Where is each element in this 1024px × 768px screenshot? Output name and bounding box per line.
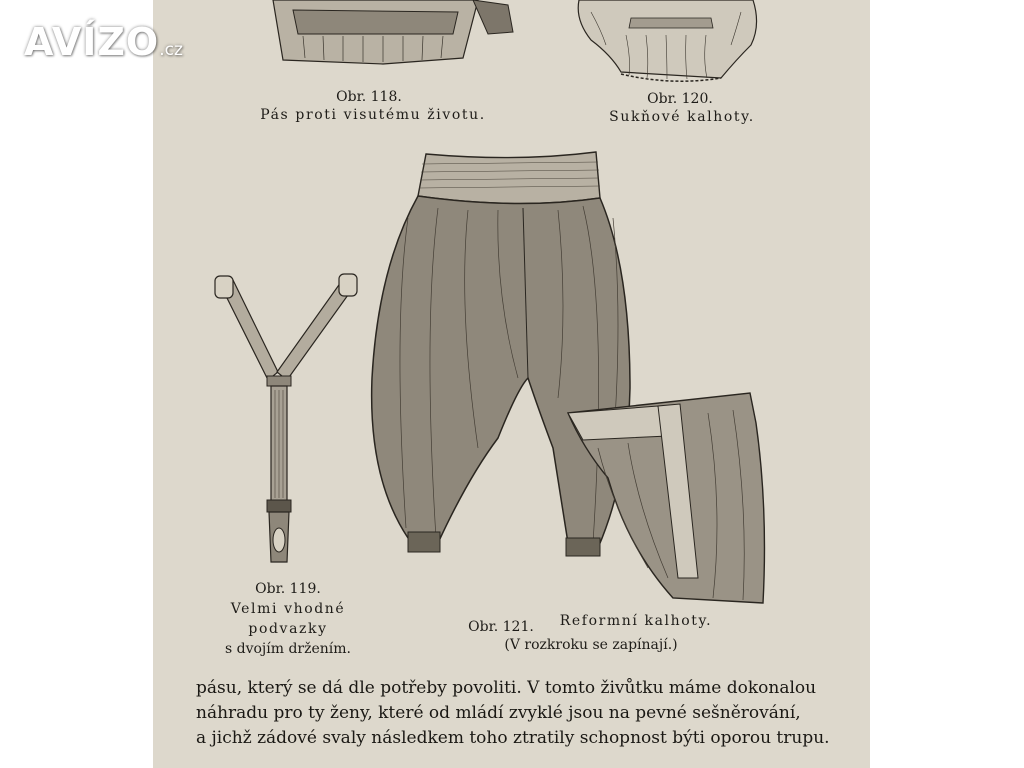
fig121-number: Obr. 121. — [468, 619, 534, 635]
book-page — [153, 0, 870, 768]
fig119-caption-line-1: Velmi vhodné — [230, 601, 346, 617]
body-line-3: a jichž zádové svaly následkem toho ztratily schopnost býti oporou trupu. — [196, 728, 830, 748]
skirt-pants-illustration — [571, 0, 761, 85]
body-line-1: pásu, který se dá dle potřeby povoliti. V tomto živůtku máme dokonalou — [196, 678, 817, 698]
fig121-caption-line-1: Reformní kalhoty. — [559, 613, 713, 629]
reform-pants-illustration — [368, 148, 798, 613]
fig119-number: Obr. 119. — [255, 581, 321, 597]
logo-brand: AVÍZO — [24, 20, 160, 64]
fig118-number: Obr. 118. — [336, 89, 402, 105]
body-paragraph — [196, 676, 836, 751]
fig119-caption-line-2: podvazky — [248, 621, 328, 637]
logo-tld: .cz — [159, 40, 183, 60]
fig121-caption-line-2: (V rozkroku se zapínají.) — [504, 637, 678, 653]
belt-illustration — [263, 0, 523, 75]
suspenders-illustration — [213, 272, 363, 572]
fig119-caption-line-3: s dvojím držením. — [224, 641, 351, 657]
avizo-watermark-logo — [24, 20, 183, 64]
fig120-number: Obr. 120. — [647, 91, 713, 107]
body-line-2: náhradu pro ty ženy, které od mládí zvyklé jsou na pevné sešněrování, — [196, 703, 801, 723]
fig118-caption: Pás proti visutému životu. — [260, 107, 486, 123]
fig120-caption: Sukňové kalhoty. — [609, 109, 755, 125]
